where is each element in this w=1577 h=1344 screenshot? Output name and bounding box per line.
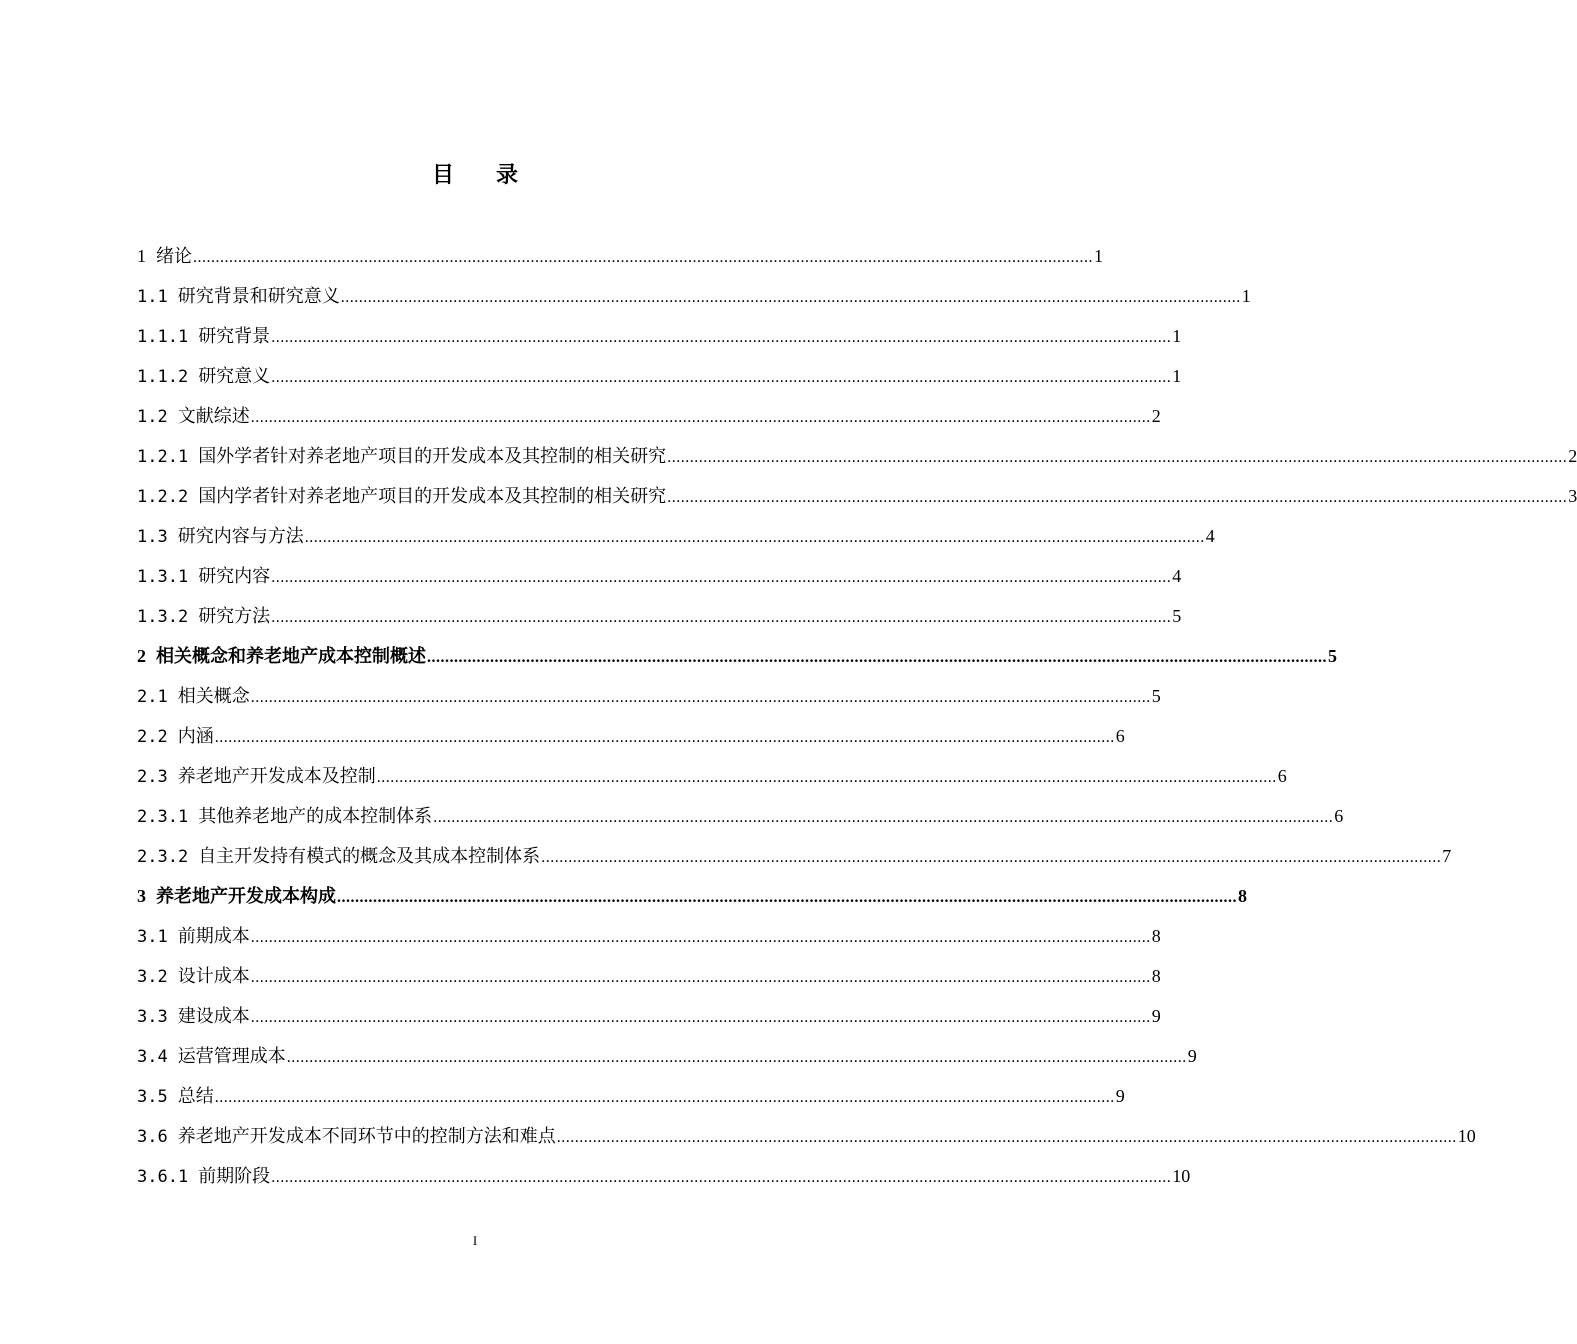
toc-entry-page: 8 [1238, 886, 1247, 906]
toc-leader-dots: ........................................................................................................................................................................................................ [340, 289, 1241, 306]
toc-leader-dots: ........................................................................................................................................................................................................ [250, 689, 1151, 706]
toc-entry-page: 6 [1115, 726, 1125, 746]
toc-entry-label [137, 837, 540, 877]
toc-entry-number: 1.3 [137, 527, 168, 547]
toc-entry-number: 3.2 [137, 967, 168, 987]
toc-entry[interactable] [137, 956, 1161, 996]
toc-entry-number: 3.6.1 [137, 1167, 189, 1187]
toc-leader-dots: ........................................................................................................................................................................................................ [304, 529, 1205, 546]
toc-entry-number: 1.2.2 [137, 487, 189, 507]
toc-entry-title: 内涵 [177, 726, 214, 747]
toc-entry[interactable] [137, 1076, 1125, 1116]
toc-entry-title: 研究意义 [198, 366, 271, 387]
toc-entry-number: 1.1.1 [137, 327, 189, 347]
toc-leader-dots: ........................................................................................................................................................................................................ [556, 1129, 1457, 1146]
toc-entry-page: 6 [1334, 806, 1344, 826]
toc-entry[interactable] [137, 996, 1161, 1036]
toc-entry[interactable] [137, 556, 1182, 596]
toc-entry-page: 9 [1115, 1086, 1125, 1106]
toc-entry-page: 7 [1442, 846, 1452, 866]
toc-entry-number: 1 [137, 246, 146, 266]
toc-entry-title: 国外学者针对养老地产项目的开发成本及其控制的相关研究 [198, 446, 667, 467]
toc-entry-page: 4 [1205, 526, 1215, 546]
toc-entry-label [137, 517, 304, 557]
toc-entry-title: 前期成本 [177, 926, 250, 947]
toc-entry-page: 10 [1172, 1166, 1191, 1186]
toc-leader-dots: ........................................................................................................................................................................................................ [667, 449, 1568, 466]
toc-leader-dots: ........................................................................................................................................................................................................ [271, 329, 1172, 346]
toc-entry[interactable] [137, 756, 1287, 796]
toc-entry[interactable] [137, 916, 1161, 956]
toc-entry[interactable] [137, 1116, 1476, 1156]
toc-entry-title: 养老地产开发成本及控制 [177, 766, 376, 787]
toc-leader-dots: ........................................................................................................................................................................................................ [337, 889, 1237, 906]
table-of-contents [137, 236, 1577, 1196]
toc-entry-title: 设计成本 [177, 966, 250, 987]
toc-entry-page: 8 [1151, 966, 1161, 986]
toc-entry-label [137, 636, 426, 677]
toc-entry[interactable] [137, 316, 1182, 356]
toc-entry[interactable] [137, 516, 1215, 556]
toc-entry-number: 1.2.1 [137, 447, 189, 467]
toc-entry-label [137, 677, 250, 717]
toc-entry-title: 绪论 [156, 246, 192, 267]
toc-entry-page: 8 [1151, 926, 1161, 946]
toc-entry-label [137, 277, 340, 317]
toc-entry[interactable] [137, 396, 1161, 436]
toc-entry-title: 研究内容 [198, 566, 271, 587]
toc-entry-label [137, 557, 270, 597]
toc-entry-label [137, 397, 250, 437]
toc-entry-number: 2.2 [137, 727, 168, 747]
toc-leader-dots: ........................................................................................................................................................................................................ [250, 1009, 1151, 1026]
toc-entry-title: 总结 [177, 1086, 214, 1107]
toc-leader-dots: ........................................................................................................................................................................................................ [271, 609, 1172, 626]
toc-entry-page: 5 [1172, 606, 1182, 626]
toc-entry-title: 研究背景 [198, 326, 271, 347]
toc-leader-dots: ........................................................................................................................................................................................................ [541, 849, 1442, 866]
toc-entry[interactable] [137, 476, 1577, 516]
toc-entry-number: 2.1 [137, 687, 168, 707]
toc-entry-number: 1.2 [137, 407, 168, 427]
toc-entry-page: 1 [1172, 366, 1182, 386]
toc-entry-title: 前期阶段 [198, 1166, 271, 1187]
toc-entry-title: 养老地产开发成本构成 [156, 886, 336, 907]
toc-entry-label [137, 437, 666, 477]
toc-leader-dots: ........................................................................................................................................................................................................ [214, 729, 1115, 746]
toc-entry-page: 2 [1151, 406, 1161, 426]
toc-entry-number: 1.1.2 [137, 367, 189, 387]
toc-entry-title: 建设成本 [177, 1006, 250, 1027]
toc-entry-label [137, 1077, 214, 1117]
toc-entry-label [137, 997, 250, 1037]
toc-leader-dots: ........................................................................................................................................................................................................ [271, 569, 1172, 586]
toc-entry-page: 4 [1172, 566, 1182, 586]
toc-entry-label [137, 717, 214, 757]
toc-entry-title: 相关概念 [177, 686, 250, 707]
toc-entry[interactable] [137, 596, 1182, 636]
toc-leader-dots: ........................................................................................................................................................................................................ [271, 369, 1172, 386]
toc-entry-page: 10 [1457, 1126, 1476, 1146]
toc-entry-page: 1 [1172, 326, 1182, 346]
toc-leader-dots: ........................................................................................................................................................................................................ [250, 409, 1151, 426]
toc-leader-dots: ........................................................................................................................................................................................................ [271, 1169, 1172, 1186]
toc-leader-dots: ........................................................................................................................................................................................................ [250, 969, 1151, 986]
toc-entry-title: 文献综述 [177, 406, 250, 427]
toc-entry-number: 2 [137, 646, 146, 666]
toc-entry-number: 3.1 [137, 927, 168, 947]
toc-entry-title: 国内学者针对养老地产项目的开发成本及其控制的相关研究 [198, 486, 667, 507]
toc-entry-title: 研究背景和研究意义 [177, 286, 340, 307]
toc-entry-number: 3.4 [137, 1047, 168, 1067]
toc-entry-page: 3 [1568, 486, 1577, 506]
toc-entry[interactable] [137, 716, 1125, 756]
toc-entry-label [137, 597, 270, 637]
toc-entry-title: 自主开发持有模式的概念及其成本控制体系 [198, 846, 541, 867]
page-number: I [472, 1233, 478, 1248]
toc-leader-dots: ........................................................................................................................................................................................................ [286, 1049, 1187, 1066]
toc-entry-number: 1.1 [137, 287, 168, 307]
toc-entry-label [137, 477, 666, 517]
toc-entry-number: 2.3 [137, 767, 168, 787]
toc-leader-dots: ........................................................................................................................................................................................................ [250, 929, 1151, 946]
toc-entry-number: 3.3 [137, 1007, 168, 1027]
toc-entry[interactable] [137, 796, 1344, 836]
toc-leader-dots: ........................................................................................................................................................................................................ [214, 1089, 1115, 1106]
toc-entry[interactable] [137, 676, 1161, 716]
toc-entry-title: 研究方法 [198, 606, 271, 627]
toc-entry-number: 3.6 [137, 1127, 168, 1147]
toc-entry[interactable] [137, 356, 1182, 396]
toc-entry-number: 2.3.1 [137, 807, 189, 827]
toc-entry-label [137, 1117, 556, 1157]
toc-entry[interactable] [137, 1156, 1191, 1196]
toc-entry-label [137, 757, 376, 797]
toc-leader-dots: ........................................................................................................................................................................................................ [433, 809, 1334, 826]
toc-entry-label [137, 357, 270, 397]
toc-entry-label [137, 797, 432, 837]
toc-entry-label [137, 317, 270, 357]
toc-leader-dots: ........................................................................................................................................................................................................ [193, 249, 1093, 266]
toc-entry-title: 相关概念和养老地产成本控制概述 [156, 646, 426, 667]
toc-entry[interactable] [137, 876, 1247, 916]
toc-entry-page: 2 [1568, 446, 1577, 466]
toc-entry[interactable] [137, 436, 1577, 476]
toc-entry-label [137, 236, 192, 277]
toc-entry-label [137, 876, 336, 917]
toc-entry-page: 9 [1187, 1046, 1197, 1066]
toc-leader-dots: ........................................................................................................................................................................................................ [376, 769, 1277, 786]
page-title: 目录 [431, 163, 560, 188]
toc-entry-number: 3 [137, 886, 146, 906]
toc-entry-title: 养老地产开发成本不同环节中的控制方法和难点 [177, 1126, 556, 1147]
toc-entry[interactable] [137, 836, 1452, 876]
toc-entry[interactable] [137, 276, 1251, 316]
toc-entry-number: 1.3.2 [137, 607, 189, 627]
toc-entry-page: 5 [1151, 686, 1161, 706]
toc-entry-label [137, 1157, 270, 1197]
toc-entry-page: 6 [1277, 766, 1287, 786]
toc-leader-dots: ........................................................................................................................................................................................................ [427, 649, 1327, 666]
toc-entry-label [137, 957, 250, 997]
toc-entry[interactable] [137, 1036, 1197, 1076]
toc-entry-title: 其他养老地产的成本控制体系 [198, 806, 433, 827]
toc-entry-number: 3.5 [137, 1087, 168, 1107]
toc-leader-dots: ........................................................................................................................................................................................................ [667, 489, 1568, 506]
toc-entry-page: 1 [1094, 246, 1103, 266]
toc-entry-page: 9 [1151, 1006, 1161, 1026]
toc-entry-title: 研究内容与方法 [177, 526, 304, 547]
toc-entry-label [137, 917, 250, 957]
toc-entry[interactable] [137, 636, 1337, 676]
toc-entry[interactable] [137, 236, 1103, 276]
toc-entry-page: 5 [1328, 646, 1337, 666]
toc-entry-page: 1 [1241, 286, 1251, 306]
toc-entry-number: 1.3.1 [137, 567, 189, 587]
toc-entry-number: 2.3.2 [137, 847, 189, 867]
toc-entry-label [137, 1037, 286, 1077]
toc-entry-title: 运营管理成本 [177, 1046, 286, 1067]
